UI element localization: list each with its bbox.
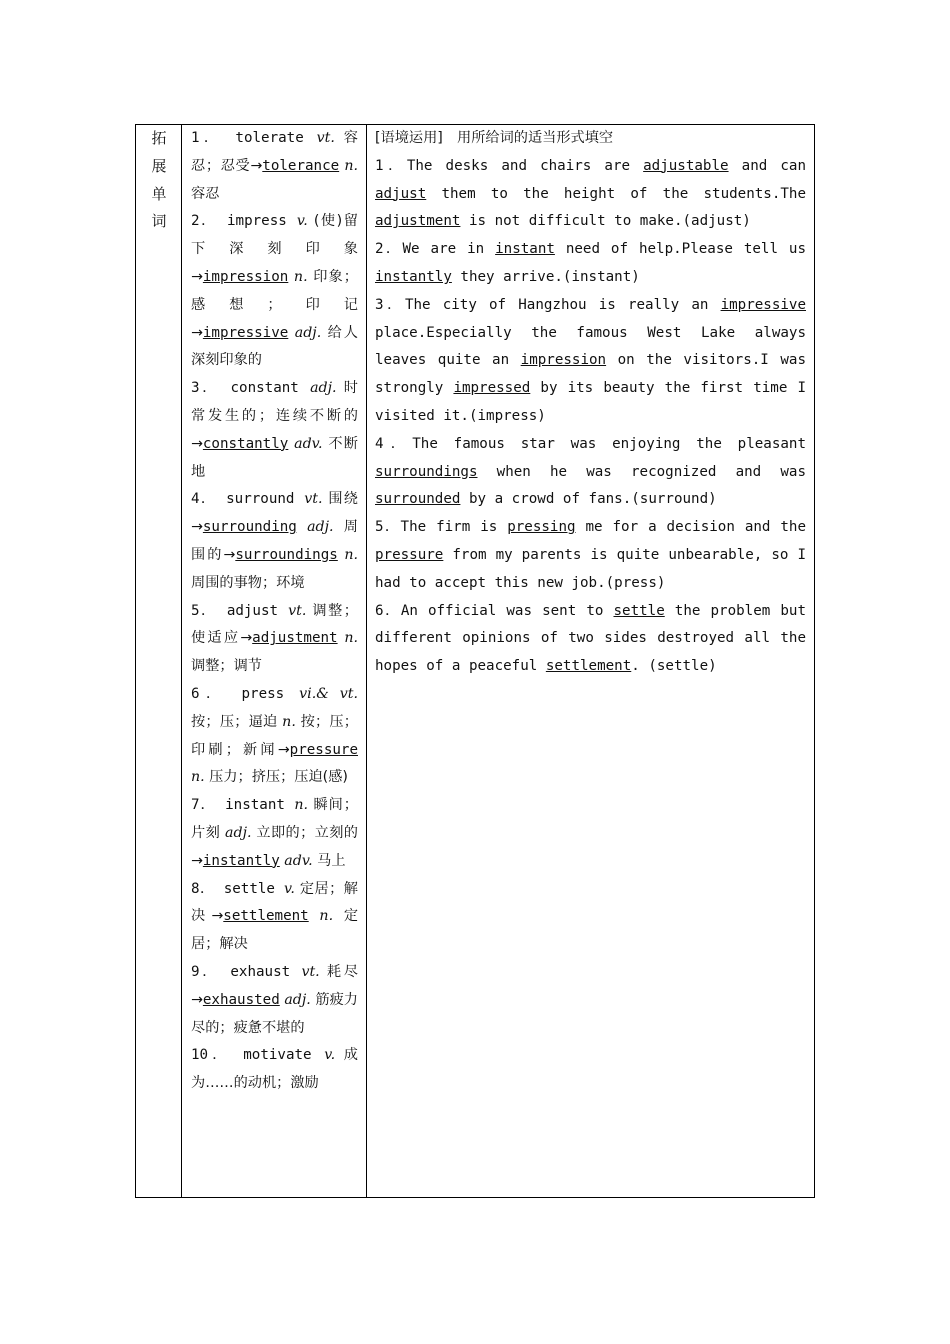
derived-word: impressive xyxy=(202,324,289,341)
exercise-number: 6． xyxy=(375,602,401,619)
exercise-number: 4． xyxy=(375,435,413,452)
exercise-text: place.Especially the famous West Lake always leaves quite an xyxy=(375,324,806,369)
word-entry xyxy=(191,208,358,375)
exercise-text: The desks and chairs are xyxy=(406,157,644,174)
section-label xyxy=(150,125,168,236)
word-pos: adj. xyxy=(310,380,344,397)
word-headword: impress xyxy=(226,213,297,230)
derived-word: exhausted xyxy=(202,991,280,1008)
derived-pos: n. xyxy=(337,546,358,563)
word-number: 6． xyxy=(191,685,242,702)
exercise-item xyxy=(375,598,806,681)
exercise-item xyxy=(375,292,806,431)
word-number: 10． xyxy=(191,1047,244,1064)
derived-word: surroundings xyxy=(235,546,338,563)
answer-blank: instantly xyxy=(375,268,452,285)
answer-blank: pressing xyxy=(507,519,576,536)
word-headword: constant xyxy=(230,380,311,397)
word-meaning: 成为……的动机；激励 xyxy=(191,1047,358,1092)
derived-pos: adj. xyxy=(296,519,344,536)
word-number: 3． xyxy=(191,380,231,397)
derived-meaning: 周围的事物；环境 xyxy=(191,574,305,591)
derived-word: settlement xyxy=(223,908,309,925)
derived-pos: n. xyxy=(308,908,344,925)
derived-word: tolerance xyxy=(262,157,340,174)
vocabulary-table xyxy=(135,124,815,1198)
exercise-text: when he was recognized and was xyxy=(477,463,806,480)
answer-blank: impressed xyxy=(453,380,531,397)
word-number: 4． xyxy=(191,491,227,508)
exercise-text: on the visitors.I was strongly xyxy=(375,352,806,397)
derived-meaning: 印象；感想；印记→ xyxy=(191,268,358,341)
exercise-list xyxy=(375,125,806,681)
word-entry xyxy=(191,959,358,1042)
answer-blank: settlement xyxy=(545,658,632,675)
word-headword: press xyxy=(241,685,300,702)
word-entry xyxy=(191,1042,358,1098)
word-entry xyxy=(191,125,358,208)
word-headword: instant xyxy=(225,797,295,814)
exercise-text: me for a decision and the xyxy=(575,519,807,536)
exercise-text: The city of Hangzhou is really an xyxy=(404,296,721,313)
exercise-number: 1． xyxy=(375,157,407,174)
word-headword: settle xyxy=(223,880,284,897)
derived-meaning: 压力；挤压；压迫(感) xyxy=(209,769,348,786)
word-pos: v. xyxy=(324,1047,344,1064)
derived-pos: adj. xyxy=(288,324,328,341)
answer-blank: pressure xyxy=(375,546,444,563)
word-pos: vt. xyxy=(304,491,329,508)
word-number: 2． xyxy=(191,213,227,230)
derived-pos: adv. xyxy=(279,852,318,869)
answer-blank: settle xyxy=(613,602,665,619)
derived-meaning: 容忍 xyxy=(191,185,220,202)
answer-blank: impression xyxy=(520,352,607,369)
section-label-char: 展 xyxy=(151,156,167,175)
exercise-item xyxy=(375,236,806,292)
section-label-char: 拓 xyxy=(151,129,167,147)
word-meaning: 时常发生的；连续不断的→ xyxy=(191,380,358,452)
derived-meaning: 筋疲力尽的；疲惫不堪的 xyxy=(191,991,358,1036)
derived-word: adjustment xyxy=(252,630,338,647)
word-pos: n. xyxy=(277,713,301,730)
exercise-item xyxy=(375,153,806,236)
word-meaning: 定居；解决→ xyxy=(191,880,358,925)
exercise-number: 3． xyxy=(375,296,405,313)
derived-meaning: 不断地 xyxy=(191,435,358,480)
word-headword: exhaust xyxy=(230,963,302,980)
exercise-text: they arrive.(instant) xyxy=(451,268,640,285)
word-headword: tolerate xyxy=(235,130,317,146)
derived-pos: n. xyxy=(339,157,358,174)
word-entry xyxy=(191,486,358,597)
word-number: 1． xyxy=(191,130,236,146)
exercise-text: by its beauty the first time I visited it.(impress) xyxy=(375,380,806,424)
derived-pos: n. xyxy=(191,769,210,786)
word-meaning: 按；压；逼迫 xyxy=(191,713,278,730)
word-entry xyxy=(191,876,358,959)
word-number: 8． xyxy=(191,880,224,897)
word-number: 9． xyxy=(191,963,231,980)
derived-word: instantly xyxy=(202,852,280,869)
exercise-cell xyxy=(367,125,814,1197)
answer-blank: surrounded xyxy=(375,491,461,508)
word-number: 5． xyxy=(191,602,227,619)
word-pos: v. xyxy=(296,213,314,230)
exercise-text: An official was sent to xyxy=(400,602,614,619)
exercise-text: and can xyxy=(728,157,806,174)
word-pos: vt. xyxy=(301,963,327,980)
derived-meaning: 马上 xyxy=(317,852,346,869)
answer-blank: impressive xyxy=(720,296,806,313)
derived-meaning: 给人深刻印象的 xyxy=(191,324,358,369)
derived-meaning: 调整；调节 xyxy=(191,658,262,675)
word-pos: adj. xyxy=(220,824,257,841)
word-meaning: 瞬间；片刻 xyxy=(191,797,358,841)
word-entry xyxy=(191,792,358,875)
derived-word: constantly xyxy=(202,435,289,452)
word-pos: vt. xyxy=(316,130,344,146)
word-meaning: 调整；使适应→ xyxy=(191,602,358,647)
derived-pos: n. xyxy=(337,630,358,647)
exercise-text: the problem but different opinions of two sides destroyed all the hopes of a peaceful xyxy=(375,602,807,675)
exercise-text: from my parents is quite unbearable, so I had to accept this new job.(press) xyxy=(375,546,806,591)
exercise-text: them to the height of the students.The xyxy=(426,185,806,202)
section-label-char: 单 xyxy=(151,184,167,203)
derived-word: pressure xyxy=(289,741,358,758)
word-entry xyxy=(191,598,358,681)
derived-word: surrounding xyxy=(202,519,297,536)
exercise-text: need of help.Please tell us xyxy=(554,241,807,258)
exercise-heading: [语境运用] 用所给词的适当形式填空 xyxy=(375,130,614,146)
exercise-text: is not difficult to make.(adjust) xyxy=(460,213,751,230)
word-meaning: 立即的；立刻的→ xyxy=(191,824,358,869)
derived-pos: n. xyxy=(288,268,314,285)
exercise-number: 2． xyxy=(375,241,403,258)
answer-blank: instant xyxy=(495,241,555,258)
exercise-text: The firm is xyxy=(400,519,508,536)
word-meaning: 按；压；印刷；新闻→ xyxy=(191,713,358,758)
word-pos: vi.& vt. xyxy=(299,685,358,702)
derived-word: impression xyxy=(202,268,289,285)
answer-blank: surroundings xyxy=(375,463,478,480)
word-headword: surround xyxy=(226,491,305,508)
word-pos: v. xyxy=(283,880,300,897)
derived-pos: adj. xyxy=(279,991,316,1008)
word-list xyxy=(191,125,358,1098)
exercise-text: . (settle) xyxy=(631,658,717,675)
word-pos: vt. xyxy=(288,602,313,619)
word-meaning: 容忍；忍受→ xyxy=(191,130,358,174)
word-meaning: 围绕→ xyxy=(191,491,358,536)
exercise-item xyxy=(375,514,806,597)
word-entry xyxy=(191,681,358,792)
exercise-text: by a crowd of fans.(surround) xyxy=(460,491,717,508)
word-pos: n. xyxy=(294,797,314,814)
word-entry xyxy=(191,375,358,486)
exercise-text: We are in xyxy=(402,241,496,258)
exercise-text: The famous star was enjoying the pleasant xyxy=(412,435,806,452)
section-label-cell xyxy=(136,125,182,1197)
exercise-item xyxy=(375,431,806,514)
derived-meaning: 周围的→ xyxy=(191,519,358,563)
section-label-char: 词 xyxy=(151,212,167,231)
word-list-cell xyxy=(182,125,367,1197)
exercise-number: 5． xyxy=(375,519,401,536)
answer-blank: adjust xyxy=(375,185,427,202)
word-headword: motivate xyxy=(243,1047,325,1064)
word-meaning: 耗尽→ xyxy=(191,963,358,1008)
word-meaning: (使)留下深刻印象→ xyxy=(191,213,358,285)
word-headword: adjust xyxy=(226,602,289,619)
answer-blank: adjustable xyxy=(643,157,729,174)
answer-blank: adjustment xyxy=(375,213,461,230)
derived-meaning: 定居；解决 xyxy=(191,908,359,953)
derived-pos: adv. xyxy=(288,435,329,452)
word-number: 7． xyxy=(191,797,226,814)
